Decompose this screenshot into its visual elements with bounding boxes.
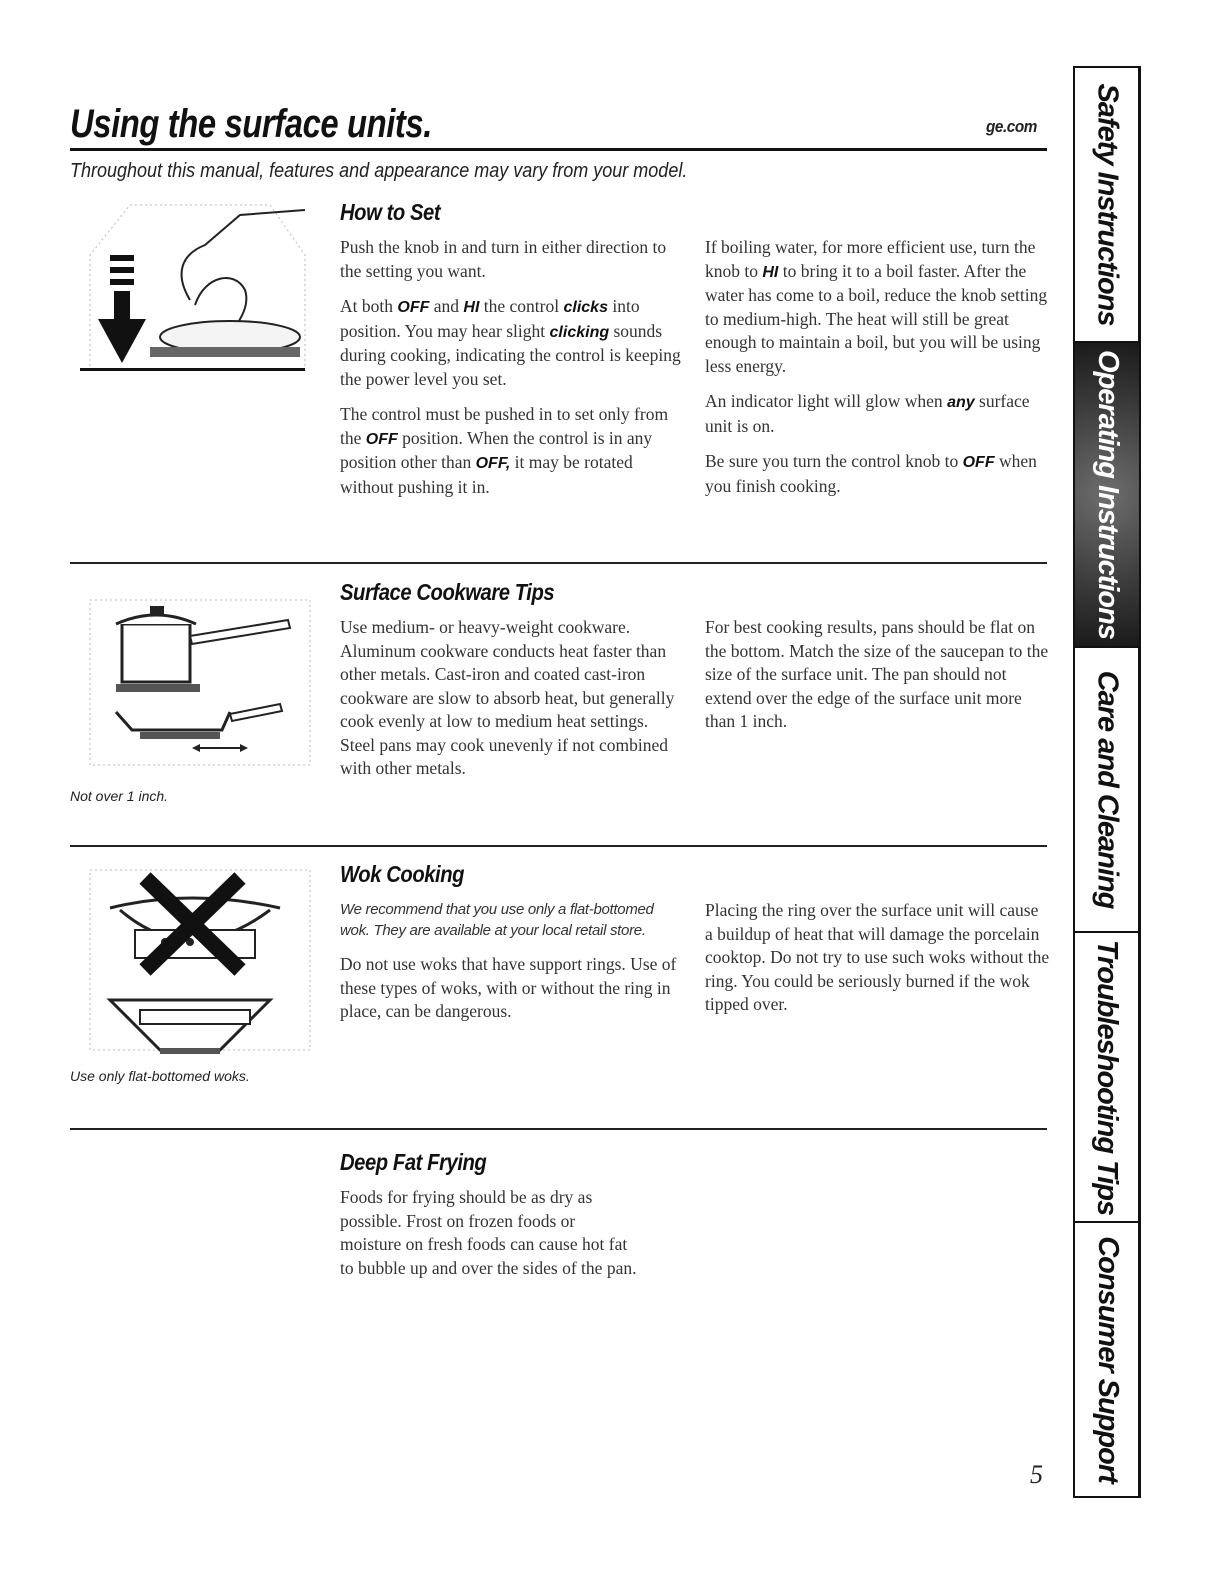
wok-right-column [705,899,1050,1029]
heading-deep-fat-frying: Deep Fat Frying [340,1149,487,1175]
arrow-left-icon [240,744,248,752]
push-bar-2 [110,267,134,273]
arrow-right-icon [192,744,200,752]
cookware-right-column [705,616,1050,746]
cookware-caption: Not over 1 inch. [70,788,169,804]
heading-how-to-set: How to Set [340,199,441,225]
how-to-set-right-column [705,236,1050,510]
disclaimer-text: Throughout this manual, features and appearance may vary from your model. [70,160,688,182]
wok-illustration [80,860,320,1060]
section-tabs [1073,66,1141,1498]
down-arrow-icon [98,319,146,363]
heading-wok-cooking: Wok Cooking [340,861,465,887]
paragraph: If boiling water, for more efficient use, turn the knob to HI to bring it to a boil faster. After the water has come to a boil, reduce the knob setting to medium-high. The heat will still be great enough to maintain a boil, but you will be using less energy. [705,237,1048,376]
paragraph: Placing the ring over the surface unit will cause a buildup of heat that will damage the porcelain cooktop. Do not try to use such woks without the ring. You could be seriously burned if the wok tipped over. [705,900,1050,1014]
page-title: Using the surface units. [70,102,432,146]
wok-caption: Use only flat-bottomed woks. [70,1068,250,1084]
paragraph: At both OFF and HI the control clicks into position. You may hear slight clicking sounds during cooking, indicating the control is keeping the power level you set. [340,296,681,389]
tab-troubleshooting-tips[interactable]: Troubleshooting Tips [1075,933,1139,1223]
section-divider [70,1128,1047,1130]
title-divider [70,148,1047,151]
site-link[interactable]: ge.com [986,117,1037,136]
paragraph: Use medium- or heavy-weight cookware. Aluminum cookware conducts heat faster than other metals. Cast-iron and coated cast-iron cookware are slow to absorb heat, but generally cook evenly at low to medium heat settings. Steel pans may cook unevenly if not combined with other metals. [340,617,675,778]
paragraph: Be sure you turn the control knob to OFF when you finish cooking. [705,451,1037,496]
cookware-illustration [80,580,320,775]
tab-operating-instructions[interactable]: Operating Instructions [1075,343,1139,648]
wok-left-column [340,899,685,1036]
push-bar-3 [110,279,134,285]
paragraph: Do not use woks that have support rings. Use of these types of woks, with or without the ring in place, can be dangerous. [340,954,677,1021]
paragraph: An indicator light will glow when any surface unit is on. [705,391,1030,436]
section-divider [70,845,1047,847]
frying-column [340,1186,640,1292]
knob-push-illustration [70,195,310,380]
paragraph: Push the knob in and turn in either direction to the setting you want. [340,237,667,281]
tab-consumer-support[interactable]: Consumer Support [1091,1236,1124,1483]
heading-cookware-tips: Surface Cookware Tips [340,579,555,605]
cookware-left-column [340,616,685,793]
how-to-set-left-column [340,236,685,511]
page-number: 5 [1030,1460,1043,1489]
section-divider [70,562,1047,564]
tab-care-and-cleaning[interactable]: Care and Cleaning [1075,648,1139,933]
wok-recommendation-note: We recommend that you use only a flat-bottomed wok. They are available at your local retail store. [340,901,654,939]
paragraph: Foods for frying should be as dry as possible. Frost on frozen foods or moisture on fresh foods can cause hot fat to bubble up and over the sides of the pan. [340,1187,637,1278]
tab-safety-instructions[interactable]: Safety Instructions [1075,68,1139,343]
push-bar-1 [110,255,134,261]
paragraph: For best cooking results, pans should be flat on the bottom. Match the size of the saucepan to the size of the surface unit. The pan should not extend over the edge of the surface unit more than 1 inch. [705,617,1049,731]
paragraph: The control must be pushed in to set only from the OFF position. When the control is in any position other than OFF, it may be rotated without pushing it in. [340,404,669,497]
